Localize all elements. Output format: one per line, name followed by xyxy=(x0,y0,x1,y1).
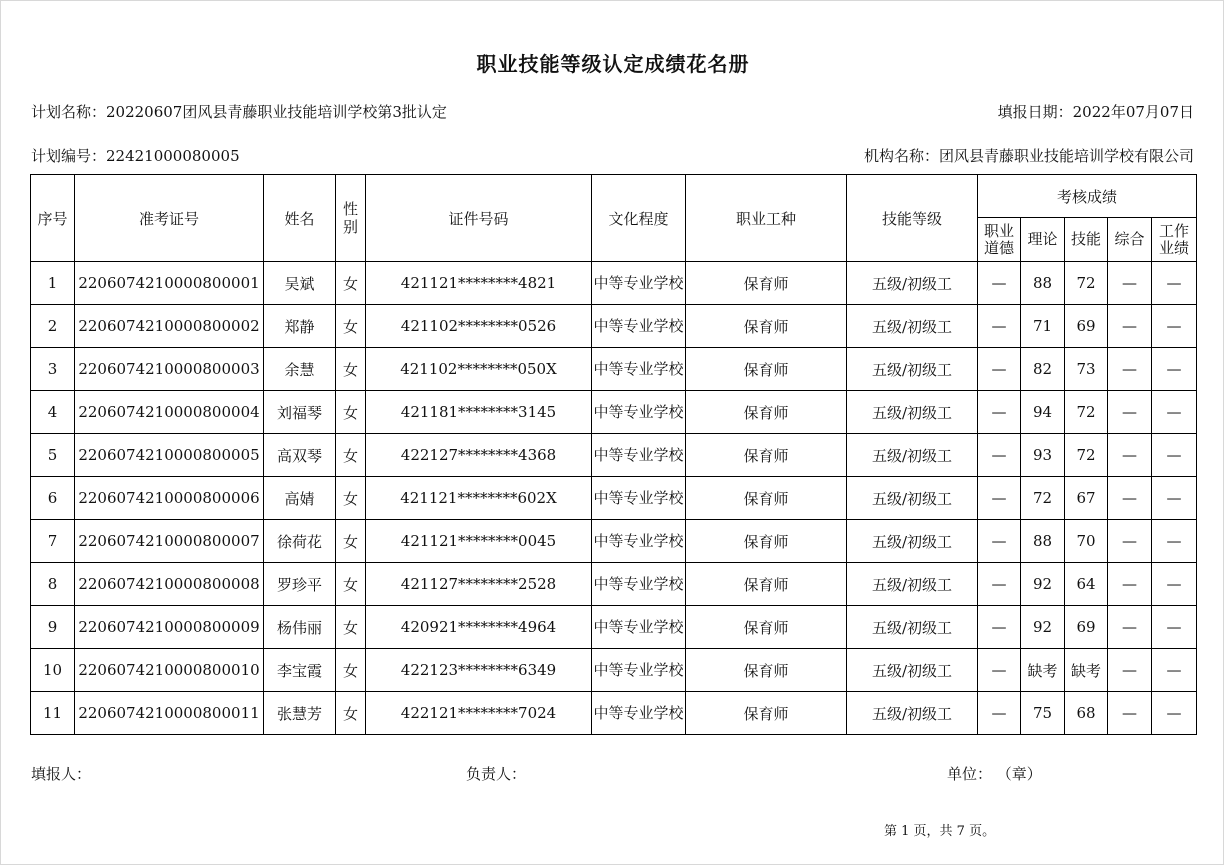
cell-seq: 10 xyxy=(31,649,75,692)
cell-id-no: 421121********0045 xyxy=(366,520,592,563)
cell-ticket: 2206074210000800009 xyxy=(75,606,264,649)
table-row xyxy=(31,649,1197,692)
cell-theory: 缺考 xyxy=(1021,649,1065,692)
cell-education: 中等专业学校 xyxy=(592,477,686,520)
header-theory: 理论 xyxy=(1021,218,1065,262)
header-overall: 综合 xyxy=(1108,218,1152,262)
cell-ethics: — xyxy=(978,477,1021,520)
cell-education: 中等专业学校 xyxy=(592,305,686,348)
cell-skill: 64 xyxy=(1065,563,1108,606)
table-row xyxy=(31,391,1197,434)
cell-ethics: — xyxy=(978,520,1021,563)
table-row xyxy=(31,305,1197,348)
cell-seq: 4 xyxy=(31,391,75,434)
cell-name: 吴斌 xyxy=(264,262,336,305)
cell-overall: — xyxy=(1108,606,1152,649)
header-occupation: 职业工种 xyxy=(686,175,847,262)
cell-ethics: — xyxy=(978,348,1021,391)
cell-seq: 9 xyxy=(31,606,75,649)
cell-skill-level: 五级/初级工 xyxy=(847,348,978,391)
cell-theory: 88 xyxy=(1021,262,1065,305)
cell-overall: — xyxy=(1108,477,1152,520)
filler-label: 填报人： xyxy=(31,765,92,783)
table-row xyxy=(31,348,1197,391)
cell-id-no: 421127********2528 xyxy=(366,563,592,606)
cell-ethics: — xyxy=(978,606,1021,649)
cell-work: — xyxy=(1152,520,1197,563)
cell-ethics: — xyxy=(978,692,1021,735)
cell-name: 李宝霞 xyxy=(264,649,336,692)
leader-label: 负责人： xyxy=(466,765,527,783)
cell-name: 罗珍平 xyxy=(264,563,336,606)
cell-theory: 94 xyxy=(1021,391,1065,434)
cell-theory: 72 xyxy=(1021,477,1065,520)
cell-gender: 女 xyxy=(336,477,366,520)
cell-seq: 2 xyxy=(31,305,75,348)
cell-skill-level: 五级/初级工 xyxy=(847,606,978,649)
cell-overall: — xyxy=(1108,391,1152,434)
cell-education: 中等专业学校 xyxy=(592,520,686,563)
cell-overall: — xyxy=(1108,563,1152,606)
cell-skill-level: 五级/初级工 xyxy=(847,434,978,477)
header-name: 姓名 xyxy=(264,175,336,262)
cell-seq: 1 xyxy=(31,262,75,305)
table-row xyxy=(31,563,1197,606)
cell-work: — xyxy=(1152,563,1197,606)
cell-theory: 88 xyxy=(1021,520,1065,563)
cell-ticket: 2206074210000800005 xyxy=(75,434,264,477)
cell-education: 中等专业学校 xyxy=(592,434,686,477)
cell-gender: 女 xyxy=(336,434,366,477)
score-roster-table xyxy=(30,174,1197,735)
cell-seq: 3 xyxy=(31,348,75,391)
cell-ethics: — xyxy=(978,305,1021,348)
cell-overall: — xyxy=(1108,520,1152,563)
cell-ethics: — xyxy=(978,391,1021,434)
header-gender: 性别 xyxy=(336,175,366,262)
cell-occupation: 保育师 xyxy=(686,692,847,735)
cell-theory: 75 xyxy=(1021,692,1065,735)
cell-skill-level: 五级/初级工 xyxy=(847,692,978,735)
cell-education: 中等专业学校 xyxy=(592,692,686,735)
cell-occupation: 保育师 xyxy=(686,305,847,348)
cell-ticket: 2206074210000800001 xyxy=(75,262,264,305)
cell-seq: 5 xyxy=(31,434,75,477)
cell-gender: 女 xyxy=(336,262,366,305)
cell-education: 中等专业学校 xyxy=(592,606,686,649)
cell-theory: 92 xyxy=(1021,606,1065,649)
cell-skill-level: 五级/初级工 xyxy=(847,520,978,563)
cell-gender: 女 xyxy=(336,563,366,606)
plan-name: 计划名称：20220607团风县青藤职业技能培训学校第3批认定 xyxy=(31,103,447,121)
header-skill-level: 技能等级 xyxy=(847,175,978,262)
cell-id-no: 422127********4368 xyxy=(366,434,592,477)
cell-gender: 女 xyxy=(336,348,366,391)
cell-ticket: 2206074210000800008 xyxy=(75,563,264,606)
header-education: 文化程度 xyxy=(592,175,686,262)
header-seq: 序号 xyxy=(31,175,75,262)
cell-occupation: 保育师 xyxy=(686,563,847,606)
header-ticket: 准考证号 xyxy=(75,175,264,262)
cell-name: 张慧芳 xyxy=(264,692,336,735)
cell-skill: 缺考 xyxy=(1065,649,1108,692)
cell-work: — xyxy=(1152,348,1197,391)
cell-occupation: 保育师 xyxy=(686,520,847,563)
cell-seq: 8 xyxy=(31,563,75,606)
cell-id-no: 421121********4821 xyxy=(366,262,592,305)
cell-education: 中等专业学校 xyxy=(592,262,686,305)
cell-work: — xyxy=(1152,606,1197,649)
cell-work: — xyxy=(1152,477,1197,520)
cell-occupation: 保育师 xyxy=(686,649,847,692)
cell-ticket: 2206074210000800006 xyxy=(75,477,264,520)
cell-gender: 女 xyxy=(336,606,366,649)
cell-ticket: 2206074210000800010 xyxy=(75,649,264,692)
cell-occupation: 保育师 xyxy=(686,391,847,434)
cell-ticket: 2206074210000800002 xyxy=(75,305,264,348)
cell-id-no: 421102********050X xyxy=(366,348,592,391)
cell-name: 余慧 xyxy=(264,348,336,391)
cell-work: — xyxy=(1152,649,1197,692)
cell-ethics: — xyxy=(978,649,1021,692)
cell-education: 中等专业学校 xyxy=(592,649,686,692)
cell-ticket: 2206074210000800003 xyxy=(75,348,264,391)
cell-work: — xyxy=(1152,391,1197,434)
cell-gender: 女 xyxy=(336,305,366,348)
document-title: 职业技能等级认定成绩花名册 xyxy=(476,52,750,76)
header-ethics: 职业道德 xyxy=(978,218,1021,262)
table-body xyxy=(31,262,1197,735)
header-skill: 技能 xyxy=(1065,218,1108,262)
table-row xyxy=(31,434,1197,477)
cell-name: 郑静 xyxy=(264,305,336,348)
cell-education: 中等专业学校 xyxy=(592,391,686,434)
cell-skill: 67 xyxy=(1065,477,1108,520)
cell-gender: 女 xyxy=(336,520,366,563)
cell-theory: 92 xyxy=(1021,563,1065,606)
cell-skill: 69 xyxy=(1065,606,1108,649)
table-row xyxy=(31,262,1197,305)
table-row xyxy=(31,606,1197,649)
cell-seq: 7 xyxy=(31,520,75,563)
cell-skill-level: 五级/初级工 xyxy=(847,391,978,434)
report-date: 填报日期：2022年07月07日 xyxy=(997,103,1194,121)
cell-name: 刘福琴 xyxy=(264,391,336,434)
cell-gender: 女 xyxy=(336,649,366,692)
cell-skill-level: 五级/初级工 xyxy=(847,262,978,305)
cell-ticket: 2206074210000800007 xyxy=(75,520,264,563)
cell-work: — xyxy=(1152,434,1197,477)
page-indicator: 第 1 页，共 7 页。 xyxy=(884,824,996,839)
cell-skill-level: 五级/初级工 xyxy=(847,477,978,520)
cell-skill: 72 xyxy=(1065,391,1108,434)
cell-ticket: 2206074210000800011 xyxy=(75,692,264,735)
cell-education: 中等专业学校 xyxy=(592,563,686,606)
cell-id-no: 421102********0526 xyxy=(366,305,592,348)
cell-overall: — xyxy=(1108,692,1152,735)
cell-overall: — xyxy=(1108,649,1152,692)
cell-skill-level: 五级/初级工 xyxy=(847,649,978,692)
cell-seq: 11 xyxy=(31,692,75,735)
cell-id-no: 421181********3145 xyxy=(366,391,592,434)
cell-id-no: 421121********602X xyxy=(366,477,592,520)
cell-id-no: 422123********6349 xyxy=(366,649,592,692)
cell-overall: — xyxy=(1108,262,1152,305)
cell-occupation: 保育师 xyxy=(686,262,847,305)
cell-skill: 72 xyxy=(1065,434,1108,477)
header-id-no: 证件号码 xyxy=(366,175,592,262)
cell-ethics: — xyxy=(978,563,1021,606)
table-row xyxy=(31,692,1197,735)
cell-gender: 女 xyxy=(336,692,366,735)
cell-occupation: 保育师 xyxy=(686,348,847,391)
cell-skill: 72 xyxy=(1065,262,1108,305)
header-work: 工作业绩 xyxy=(1152,218,1197,262)
cell-work: — xyxy=(1152,262,1197,305)
table-row xyxy=(31,477,1197,520)
table-row xyxy=(31,520,1197,563)
cell-work: — xyxy=(1152,305,1197,348)
cell-ticket: 2206074210000800004 xyxy=(75,391,264,434)
cell-skill-level: 五级/初级工 xyxy=(847,305,978,348)
cell-id-no: 420921********4964 xyxy=(366,606,592,649)
cell-work: — xyxy=(1152,692,1197,735)
cell-seq: 6 xyxy=(31,477,75,520)
cell-theory: 93 xyxy=(1021,434,1065,477)
cell-name: 高双琴 xyxy=(264,434,336,477)
cell-overall: — xyxy=(1108,348,1152,391)
cell-ethics: — xyxy=(978,262,1021,305)
cell-occupation: 保育师 xyxy=(686,477,847,520)
cell-skill: 70 xyxy=(1065,520,1108,563)
cell-skill-level: 五级/初级工 xyxy=(847,563,978,606)
cell-overall: — xyxy=(1108,434,1152,477)
cell-skill: 73 xyxy=(1065,348,1108,391)
plan-number: 计划编号：22421000080005 xyxy=(31,147,240,165)
cell-occupation: 保育师 xyxy=(686,434,847,477)
cell-skill: 69 xyxy=(1065,305,1108,348)
cell-ethics: — xyxy=(978,434,1021,477)
cell-theory: 71 xyxy=(1021,305,1065,348)
cell-name: 高婧 xyxy=(264,477,336,520)
header-scores-group: 考核成绩 xyxy=(978,175,1197,218)
cell-id-no: 422121********7024 xyxy=(366,692,592,735)
cell-education: 中等专业学校 xyxy=(592,348,686,391)
cell-gender: 女 xyxy=(336,391,366,434)
unit-label: 单位： （章） xyxy=(947,765,1042,783)
cell-name: 徐荷花 xyxy=(264,520,336,563)
cell-skill: 68 xyxy=(1065,692,1108,735)
cell-overall: — xyxy=(1108,305,1152,348)
cell-occupation: 保育师 xyxy=(686,606,847,649)
cell-theory: 82 xyxy=(1021,348,1065,391)
cell-name: 杨伟丽 xyxy=(264,606,336,649)
organization-name: 机构名称：团风县青藤职业技能培训学校有限公司 xyxy=(863,147,1194,165)
